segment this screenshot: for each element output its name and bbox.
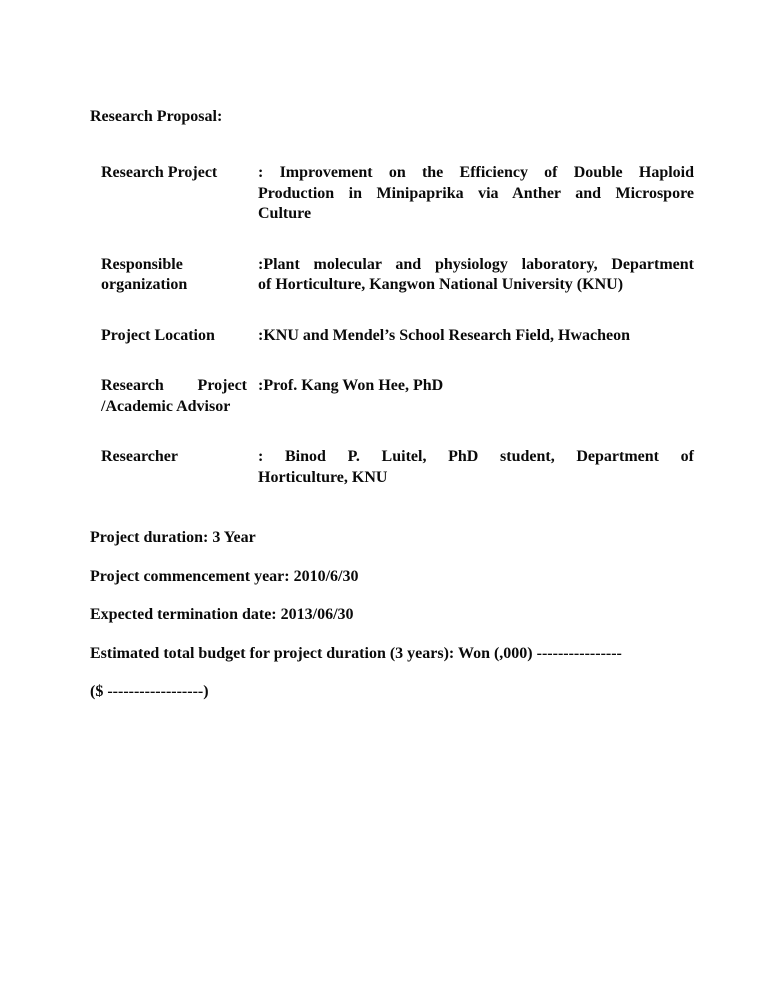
- row-label: [101, 163, 247, 225]
- detail-paragraph: Project commencement year: 2010/6/30: [90, 567, 359, 585]
- text-line: : Binod P. Luitel, PhD student, Department of: [258, 448, 694, 465]
- text-line: Research Project: [101, 164, 218, 181]
- text-line: Culture: [258, 205, 312, 222]
- row-label: [101, 326, 247, 347]
- table-row: [101, 326, 694, 347]
- text-line: Horticulture, KNU: [258, 468, 388, 486]
- detail-paragraph: Estimated total budget for project duration (3 years): Won (,000) ----------------: [90, 644, 622, 662]
- text-line: /Academic Advisor: [101, 397, 231, 415]
- text-line: of Horticulture, Kangwon National University (KNU): [258, 276, 624, 293]
- row-label: [101, 255, 247, 296]
- text-line: Researcher: [101, 448, 178, 465]
- row-value: [258, 163, 694, 225]
- detail-paragraph: ($ ------------------): [90, 683, 209, 700]
- details-section: [90, 528, 730, 721]
- text-line: :Prof. Kang Won Hee, PhD: [258, 377, 444, 394]
- info-table: [101, 163, 694, 488]
- row-value: [258, 326, 694, 347]
- text-line: : Improvement on the Efficiency of Double Haploid: [258, 164, 694, 181]
- row-value: [258, 447, 694, 488]
- detail-paragraph: Expected termination date: 2013/06/30: [90, 606, 354, 623]
- table-row: [101, 163, 694, 225]
- row-label: [101, 447, 247, 488]
- text-line: Project Location: [101, 326, 215, 344]
- document-title: Research Proposal:: [90, 108, 223, 125]
- table-row: [101, 255, 694, 296]
- text-line: Responsible: [101, 255, 183, 273]
- text-line: Research Project: [101, 377, 247, 394]
- table-row: [101, 447, 694, 488]
- text-line: organization: [101, 276, 188, 293]
- text-line: Production in Minipaprika via Anther and Microspore: [258, 184, 694, 202]
- row-value: [258, 376, 694, 417]
- text-line: :KNU and Mendel’s School Research Field, Hwacheon: [258, 326, 630, 344]
- detail-paragraph: Project duration: 3 Year: [90, 529, 256, 546]
- text-line: :Plant molecular and physiology laboratory, Department: [258, 255, 694, 273]
- row-label: [101, 376, 247, 417]
- table-row: [101, 376, 694, 417]
- row-value: [258, 255, 694, 296]
